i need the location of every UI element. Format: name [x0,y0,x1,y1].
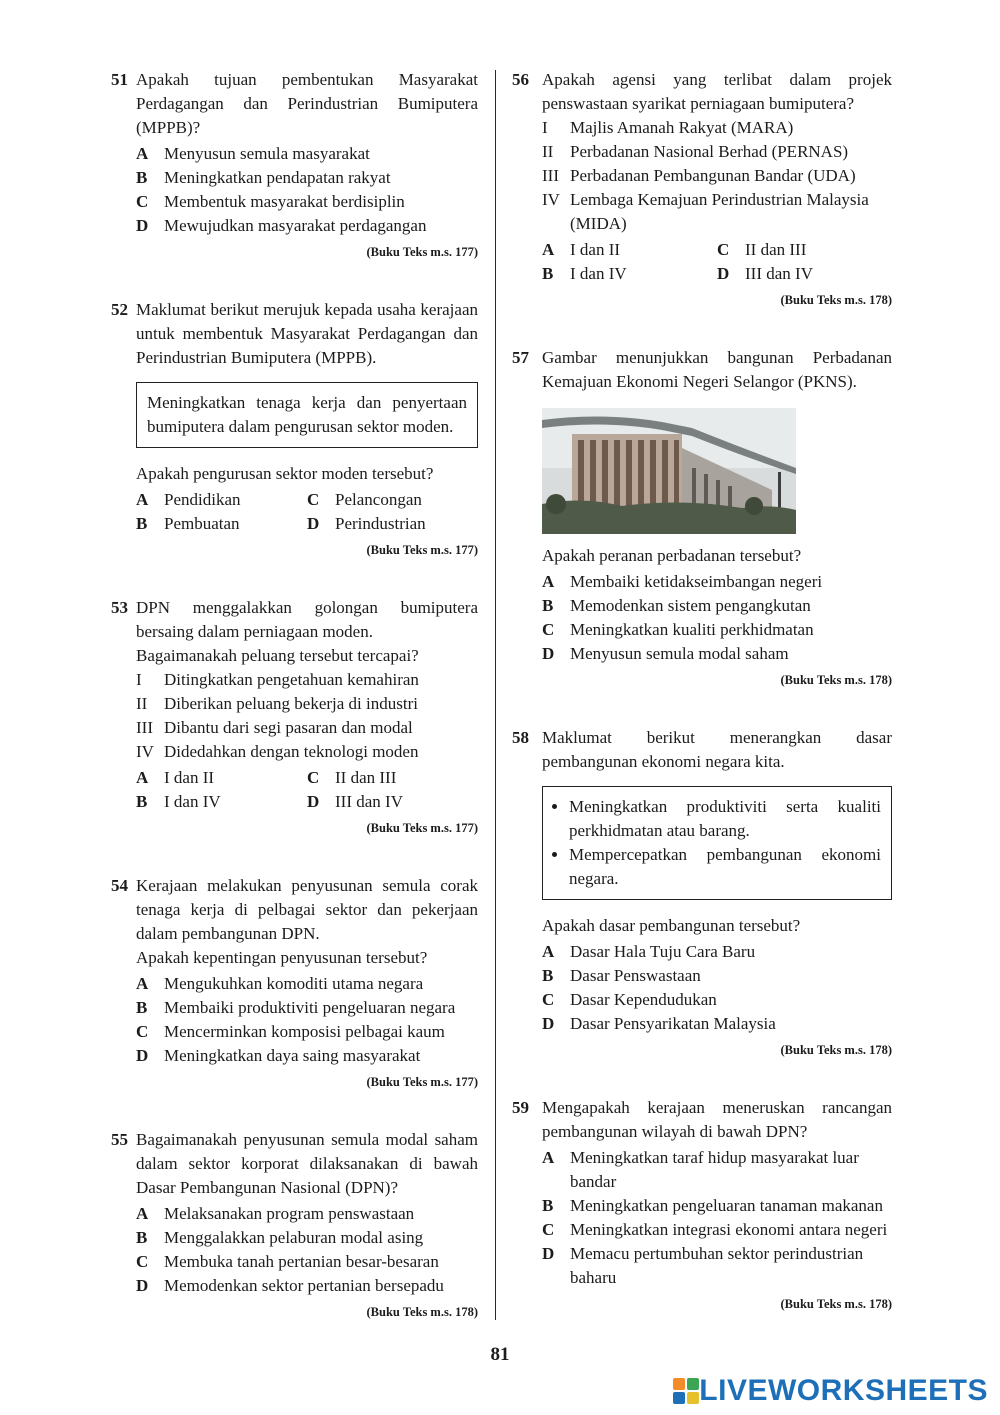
option-a[interactable]: A Pendidikan [136,490,241,509]
roman-item: I Ditingkatkan pengetahuan kemahiran [136,670,419,689]
question-number: 55 [111,1130,128,1149]
question-number: 53 [111,598,128,617]
textbook-reference: (Buku Teks m.s. 177) [366,821,478,835]
question-stem: Kerajaan melakukan penyusunan semula corak tenaga kerja di pelbagai sektor dan pekerjaan dalam pembangunan DPN. Apakah kepentingan penyusunan tersebut? [136,876,478,967]
question-51 [92,68,478,264]
question-52 [92,298,478,562]
option-a[interactable]: A Dasar Hala Tuju Cara Baru [542,942,756,961]
question-55 [92,1128,478,1324]
left-column [92,68,478,1358]
roman-item: III Dibantu dari segi pasaran dan modal [136,718,413,737]
question-prompt: Apakah pengurusan sektor moden tersebut? [136,464,434,483]
option-d[interactable]: D Memacu pertumbuhan sektor perindustrian baharu [542,1244,864,1287]
question-58 [512,726,892,1062]
liveworksheets-logo-icon [673,1378,699,1404]
question-57 [512,346,892,692]
question-stem: Apakah tujuan pembentukan Masyarakat Perdagangan dan Perindustrian Bumiputera (MPPB)? [136,70,478,137]
option-c[interactable]: C II dan III [307,768,397,787]
roman-list [542,116,892,236]
options [136,766,478,814]
roman-item: IV Lembaga Kemajuan Perindustrian Malaysia (MIDA) [542,190,869,233]
textbook-reference: (Buku Teks m.s. 178) [780,1297,892,1311]
options [136,972,478,1068]
option-c[interactable]: C Pelancongan [307,490,422,509]
option-d[interactable]: D Memodenkan sektor pertanian bersepadu [136,1276,444,1295]
question-54 [92,874,478,1094]
textbook-reference: (Buku Teks m.s. 178) [780,293,892,307]
option-d[interactable]: D Mewujudkan masyarakat perdagangan [136,216,427,235]
option-a[interactable]: A I dan II [136,768,215,787]
question-stem: Apakah agensi yang terlibat dalam projek penswastaan syarikat perniagaan bumiputera? [542,70,892,113]
question-59 [512,1096,892,1316]
info-bullet: • Meningkatkan produktiviti serta kualiti perkhidmatan atau barang. [569,795,881,843]
options [542,1146,892,1290]
option-b[interactable]: B Meningkatkan pendapatan rakyat [136,168,391,187]
option-c[interactable]: C Mencerminkan komposisi pelbagai kaum [136,1022,445,1041]
info-bullet: • Mempercepatkan pembangunan ekonomi negara. [569,843,881,891]
question-stem: DPN menggalakkan golongan bumiputera bersaing dalam perniagaan moden. Bagaimanakah peluang tersebut tercapai? [136,598,478,665]
option-a[interactable]: A Meningkatkan taraf hidup masyarakat luar bandar [542,1148,859,1191]
option-d[interactable]: D Meningkatkan daya saing masyarakat [136,1046,421,1065]
question-stem: Maklumat berikut menerangkan dasar pembangunan ekonomi negara kita. [542,728,892,771]
option-d[interactable]: D Perindustrian [307,514,426,533]
page-number: 81 [490,1344,510,1365]
option-b[interactable]: B Pembuatan [136,514,240,533]
option-c[interactable]: C Dasar Kependudukan [542,990,717,1009]
option-b[interactable]: B Memodenkan sistem pengangkutan [542,596,811,615]
question-53 [92,596,478,840]
option-c[interactable]: C Membentuk masyarakat berdisiplin [136,192,405,211]
option-a[interactable]: A I dan II [542,240,621,259]
textbook-reference: (Buku Teks m.s. 177) [366,543,478,557]
right-column [512,68,892,1350]
options [136,1202,478,1298]
option-d[interactable]: D III dan IV [717,264,813,283]
option-b[interactable]: B Membaiki produktiviti pengeluaran negara [136,998,456,1017]
pkns-building-photo [542,408,796,534]
textbook-reference: (Buku Teks m.s. 177) [366,245,478,259]
option-c[interactable]: C II dan III [717,240,807,259]
option-b[interactable]: B Meningkatkan pengeluaran tanaman makanan [542,1196,883,1215]
question-stem: Bagaimanakah penyusunan semula modal saham dalam sektor korporat dilaksanakan di bawah Dasar Pembangunan Nasional (DPN)? [136,1130,478,1197]
question-prompt: Apakah peranan perbadanan tersebut? [542,546,802,565]
question-stem: Mengapakah kerajaan meneruskan rancangan pembangunan wilayah di bawah DPN? [542,1098,892,1141]
textbook-reference: (Buku Teks m.s. 178) [780,1043,892,1057]
question-number: 54 [111,876,128,895]
question-stem: Maklumat berikut merujuk kepada usaha kerajaan untuk membentuk Masyarakat Perdagangan dan Perindustrian Bumiputera (MPPB). [136,300,478,367]
option-a[interactable]: A Membaiki ketidakseimbangan negeri [542,572,823,591]
option-b[interactable]: B Menggalakkan pelaburan modal asing [136,1228,424,1247]
textbook-reference: (Buku Teks m.s. 178) [366,1305,478,1319]
options [136,488,478,536]
option-d[interactable]: D III dan IV [307,792,403,811]
question-number: 56 [512,70,529,89]
option-b[interactable]: B I dan IV [136,792,221,811]
question-number: 57 [512,348,529,367]
option-c[interactable]: C Membuka tanah pertanian besar-besaran [136,1252,439,1271]
roman-item: IV Didedahkan dengan teknologi moden [136,742,419,761]
info-box: Meningkatkan tenaga kerja dan penyertaan bumiputera dalam pengurusan sektor moden. [136,382,478,448]
option-d[interactable]: D Menyusun semula modal saham [542,644,789,663]
options [542,940,892,1036]
option-a[interactable]: A Mengukuhkan komoditi utama negara [136,974,424,993]
question-number: 58 [512,728,529,747]
options [136,142,478,238]
question-prompt: Apakah dasar pembangunan tersebut? [542,916,801,935]
question-stem: Gambar menunjukkan bangunan Perbadanan Kemajuan Ekonomi Negeri Selangor (PKNS). [542,348,892,391]
option-a[interactable]: A Melaksanakan program penswastaan [136,1204,415,1223]
option-b[interactable]: B I dan IV [542,264,627,283]
info-box [542,786,892,900]
question-number: 59 [512,1098,529,1117]
roman-list [136,668,478,764]
textbook-reference: (Buku Teks m.s. 178) [780,673,892,687]
liveworksheets-wordmark: LIVEWORKSHEETS [699,1374,988,1407]
question-number: 51 [111,70,128,89]
roman-item: III Perbadanan Pembangunan Bandar (UDA) [542,166,856,185]
option-b[interactable]: B Dasar Penswastaan [542,966,701,985]
liveworksheets-logo[interactable] [673,1374,988,1408]
options [542,570,892,666]
option-c[interactable]: C Meningkatkan integrasi ekonomi antara negeri [542,1220,888,1239]
options [542,238,892,286]
roman-item: I Majlis Amanah Rakyat (MARA) [542,118,794,137]
question-number: 52 [111,300,128,319]
option-c[interactable]: C Meningkatkan kualiti perkhidmatan [542,620,814,639]
roman-item: II Perbadanan Nasional Berhad (PERNAS) [542,142,849,161]
option-d[interactable]: D Dasar Pensyarikatan Malaysia [542,1014,776,1033]
column-divider [495,70,496,1320]
option-a[interactable]: A Menyusun semula masyarakat [136,144,370,163]
roman-item: II Diberikan peluang bekerja di industri [136,694,418,713]
textbook-reference: (Buku Teks m.s. 177) [366,1075,478,1089]
question-56 [512,68,892,312]
